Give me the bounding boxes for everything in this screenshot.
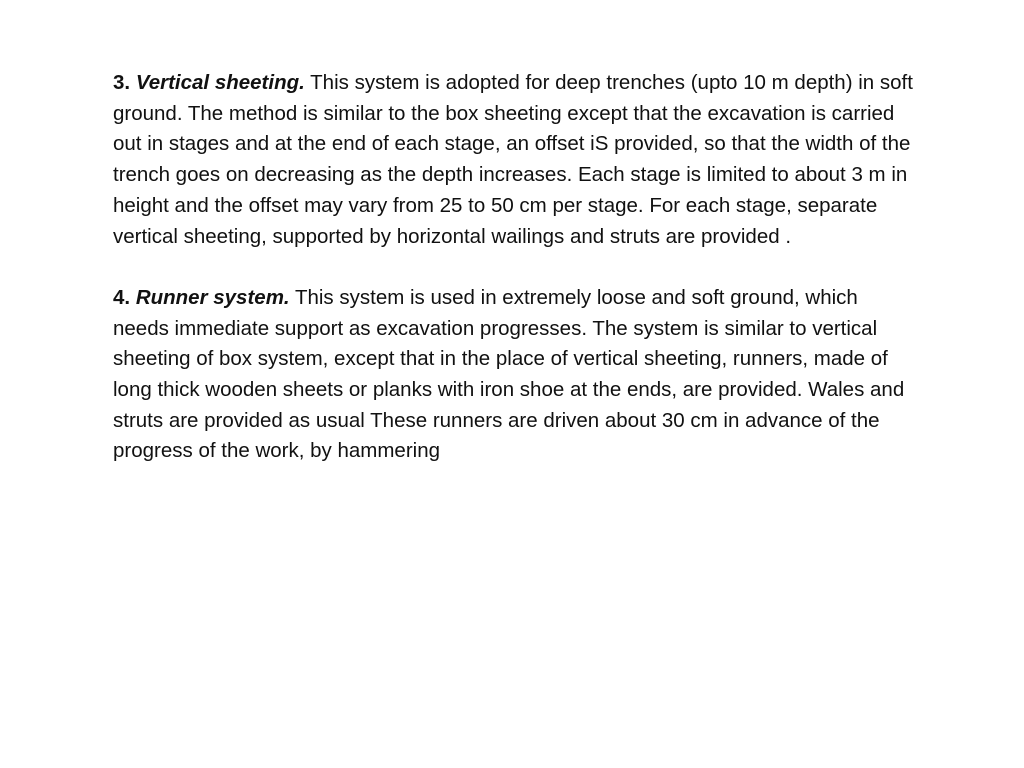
- paragraph-title: Vertical sheeting.: [135, 71, 305, 94]
- paragraph-title: Runner system.: [135, 285, 290, 309]
- paragraph-number: 4.: [113, 285, 131, 309]
- paragraph-runner-system: [113, 283, 913, 467]
- paragraph-number: 3.: [113, 71, 131, 94]
- paragraph-body: This system is adopted for deep trenches (upto 10 m depth) in soft ground. The method is similar to the box sheeting except that the excavation is carried out in stages and at the end of each stage, an offset iS provided, so that the width of the trench goes on decreasing as the depth increases. Each stage is limited to about 3 m in height and the offset may vary from 25 to 50 cm per stage. For each stage, separate vertical sheeting, supported by horizontal wailings and struts are provided .: [113, 71, 913, 248]
- paragraph-vertical-sheeting: [113, 68, 913, 252]
- paragraph-body: This system is used in extremely loose and soft ground, which needs immediate support as excavation progresses. The system is similar to vertical sheeting of box system, except that in the place of vertical sheeting, runners, made of long thick wooden sheets or planks with iron shoe at the ends, are provided. Wales and struts are provided as usual These runners are driven about 30 cm in advance of the progress of the work, by hammering: [113, 285, 905, 463]
- paragraph-spacer: [113, 252, 913, 283]
- slide-text-body: [113, 68, 913, 467]
